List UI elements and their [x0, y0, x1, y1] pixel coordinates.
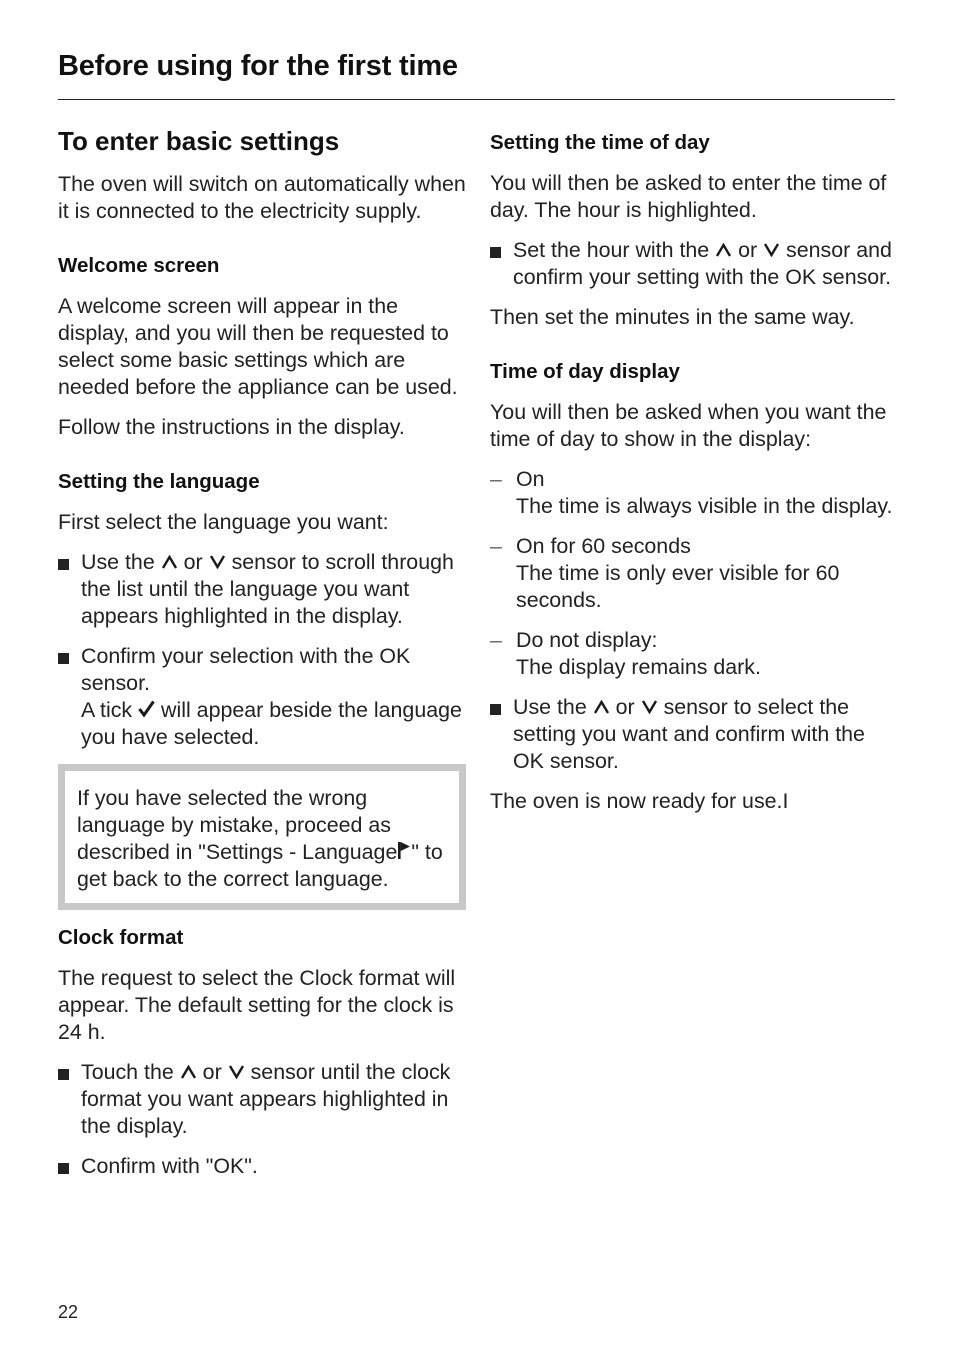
dash-marker: –: [490, 467, 502, 491]
clock-steps: [58, 1059, 466, 1180]
note-text: If you have selected the wrong language by mistake, proceed as described in "Settings - Language " to get back to the correct language.: [65, 771, 459, 903]
note-box: [58, 764, 466, 910]
chevron-down-icon: [228, 1065, 245, 1079]
list-item: Confirm your selection with the OK sensor. A tick will appear beside the language you have selected.: [58, 643, 466, 751]
display-text: You will then be asked when you want the time of day to show in the display:: [490, 400, 887, 451]
welcome-instruction: Follow the instructions in the display.: [58, 415, 405, 439]
display-heading: Time of day display: [490, 360, 680, 383]
list-item: Use the or sensor to select the setting you want and confirm with the OK sensor.: [490, 694, 895, 775]
bullet-square-icon: [58, 653, 69, 664]
chevron-down-icon: [641, 700, 658, 714]
list-item: Use the or sensor to scroll through the list until the language you want appears highlighted in the display.: [58, 549, 466, 630]
bullet-square-icon: [58, 1163, 69, 1174]
page-title: Before using for the first time: [58, 50, 458, 82]
welcome-heading: Welcome screen: [58, 254, 220, 277]
chevron-up-icon: [593, 700, 610, 714]
ready-text: The oven is now ready for use.I: [490, 789, 789, 813]
list-item: – On for 60 seconds The time is only ever visible for 60 seconds.: [490, 534, 840, 612]
bullet-square-icon: [490, 247, 501, 258]
chevron-down-icon: [763, 243, 780, 257]
list-item: Touch the or sensor until the clock format you want appears highlighted in the display.: [58, 1059, 466, 1140]
list-item: – On The time is always visible in the display.: [490, 467, 893, 518]
bullet-square-icon: [58, 1069, 69, 1080]
time-steps: [490, 237, 895, 291]
bullet-square-icon: [490, 704, 501, 715]
language-text: First select the language you want:: [58, 510, 389, 534]
header-divider: [58, 99, 895, 100]
intro-text: The oven will switch on automatically when it is connected to the electricity supply.: [58, 172, 466, 223]
time-heading: Setting the time of day: [490, 131, 710, 154]
list-item: – Do not display: The display remains dark.: [490, 628, 761, 679]
clock-heading: Clock format: [58, 926, 184, 949]
section-title: To enter basic settings: [58, 126, 340, 156]
list-item: Set the hour with the or sensor and confirm your setting with the OK sensor.: [490, 237, 895, 291]
list-item: Confirm with "OK".: [58, 1153, 466, 1180]
check-icon: [138, 700, 155, 717]
flag-icon: [397, 841, 411, 859]
language-steps: [58, 549, 466, 751]
language-heading: Setting the language: [58, 470, 260, 493]
display-steps: [490, 694, 895, 775]
page-number: 22: [58, 1302, 79, 1322]
chevron-up-icon: [180, 1065, 197, 1079]
welcome-text: A welcome screen will appear in the display, and you will then be requested to select some basic settings which are needed before the appliance can be used.: [58, 294, 458, 399]
time-after-text: Then set the minutes in the same way.: [490, 305, 855, 329]
dash-marker: –: [490, 534, 502, 558]
dash-marker: –: [490, 628, 502, 652]
chevron-down-icon: [209, 555, 226, 569]
display-options: [490, 466, 895, 681]
clock-text: The request to select the Clock format will appear. The default setting for the clock is 24 h.: [58, 966, 456, 1044]
time-text: You will then be asked to enter the time of day. The hour is highlighted.: [490, 171, 887, 222]
right-column: [490, 129, 895, 828]
chevron-up-icon: [715, 243, 732, 257]
left-column: [58, 124, 466, 1193]
bullet-square-icon: [58, 559, 69, 570]
chevron-up-icon: [161, 555, 178, 569]
